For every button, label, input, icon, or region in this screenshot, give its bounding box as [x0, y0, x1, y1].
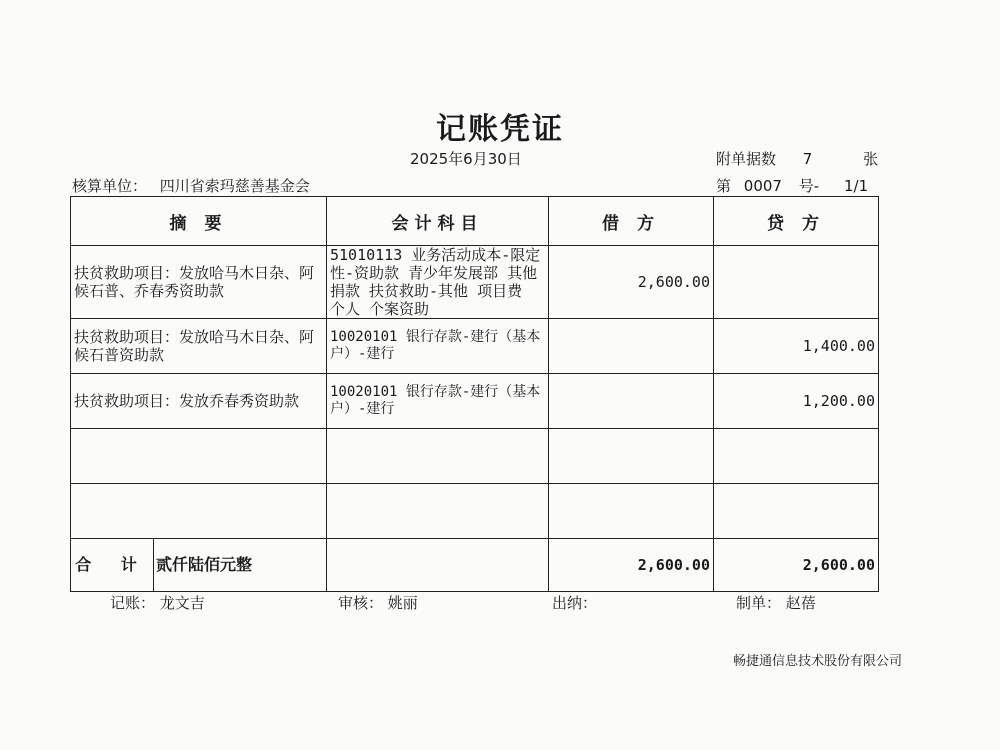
total-credit: 2,600.00	[714, 539, 879, 592]
voucher-title: 记账凭证	[436, 112, 564, 147]
total-account-blank	[327, 539, 549, 592]
row-credit	[714, 429, 879, 484]
table-row	[71, 319, 879, 374]
row-account: 51010113 业务活动成本-限定性-资助款 青少年发展部 其他捐款 扶贫救助-其他 项目费 个人 个案资助	[327, 246, 549, 319]
row-debit	[549, 319, 714, 374]
row-account: 10020101 银行存款-建行（基本户）-建行	[327, 319, 549, 374]
row-debit: 2,600.00	[549, 246, 714, 319]
row-summary	[71, 484, 327, 539]
total-label: 合 计	[71, 539, 154, 591]
attachment-number: 7	[802, 150, 813, 168]
row-summary	[71, 429, 327, 484]
table-row	[71, 374, 879, 429]
header-summary: 摘 要	[71, 197, 327, 246]
row-credit: 1,400.00	[714, 319, 879, 374]
attachment-count	[716, 148, 878, 169]
total-cell	[71, 539, 327, 592]
attachment-unit: 张	[863, 150, 879, 168]
row-debit	[549, 429, 714, 484]
voucher-page: 1/1	[843, 177, 869, 195]
total-row	[71, 539, 879, 592]
row-debit	[549, 374, 714, 429]
bookkeeper-signature: 记账： 龙文吉	[110, 594, 205, 612]
voucher-table	[70, 196, 879, 592]
accounting-unit-label: 核算单位：	[72, 177, 148, 195]
row-summary: 扶贫救助项目：发放哈马木日杂、阿候石普资助款	[71, 319, 327, 374]
software-company: 畅捷通信息技术股份有限公司	[733, 654, 903, 669]
voucher-date: 2025年6月30日	[410, 150, 522, 168]
accounting-unit-value: 四川省索玛慈善基金会	[159, 177, 310, 195]
attachment-label: 附单据数	[716, 150, 777, 168]
header-debit: 借 方	[549, 197, 714, 246]
voucher-number-value: 0007	[743, 177, 782, 195]
row-credit	[714, 484, 879, 539]
preparer-signature: 制单： 赵蓓	[736, 594, 816, 612]
reviewer-signature: 审核： 姚丽	[338, 594, 418, 612]
table-row	[71, 484, 879, 539]
voucher-number	[716, 175, 868, 196]
total-debit: 2,600.00	[549, 539, 714, 592]
accounting-unit	[72, 175, 310, 196]
header-account: 会计科目	[327, 197, 549, 246]
row-account	[327, 429, 549, 484]
row-credit: 1,200.00	[714, 374, 879, 429]
table-row	[71, 246, 879, 319]
table-header-row	[71, 197, 879, 246]
row-summary: 扶贫救助项目：发放哈马木日杂、阿候石普、乔春秀资助款	[71, 246, 327, 319]
row-debit	[549, 484, 714, 539]
header-credit: 贷 方	[714, 197, 879, 246]
total-amount-words: 贰仟陆佰元整	[156, 555, 253, 574]
row-account: 10020101 银行存款-建行（基本户）-建行	[327, 374, 549, 429]
row-account	[327, 484, 549, 539]
row-credit	[714, 246, 879, 319]
table-row	[71, 429, 879, 484]
cashier-signature: 出纳：	[552, 594, 598, 612]
voucher-number-suffix: 号-	[798, 177, 820, 195]
voucher-number-prefix: 第	[716, 177, 732, 195]
row-summary: 扶贫救助项目：发放乔春秀资助款	[71, 374, 327, 429]
